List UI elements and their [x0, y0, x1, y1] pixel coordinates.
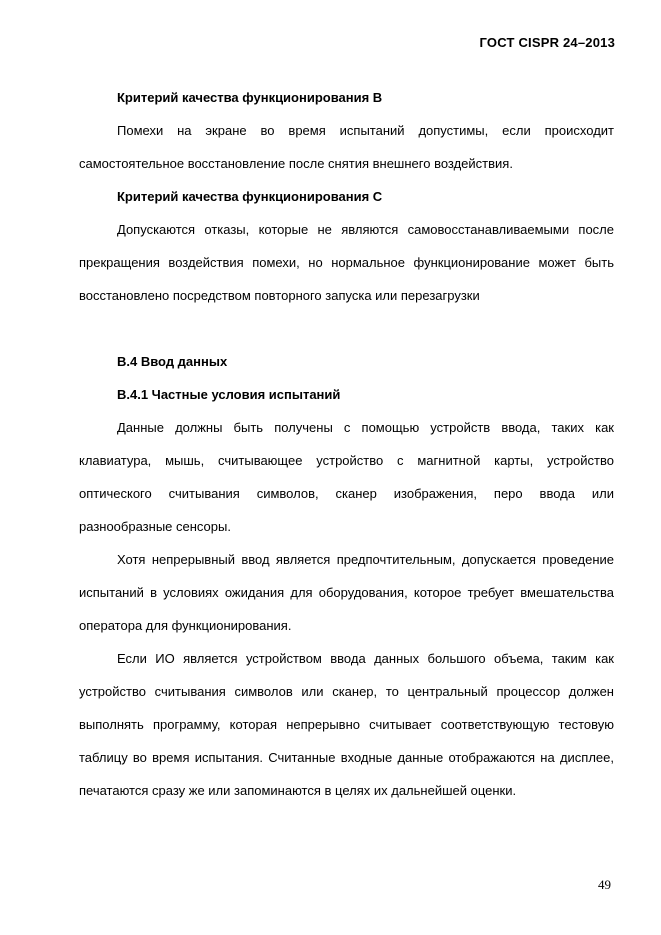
paragraph-input-devices: Данные должны быть получены с помощью устройств ввода, таких как клавиатура, мышь, считывающее устройство с магнитной карты, устройство оптического считывания символов, сканер изображения, перо ввода или разнообразные сенсоры.: [79, 420, 614, 534]
heading-criterion-c: Критерий качества функционирования С: [117, 189, 383, 204]
page-number: 49: [598, 877, 611, 892]
paragraph-continuous-input: Хотя непрерывный ввод является предпочтительным, допускается проведение испытаний в условиях ожидания для оборудования, которое требует вмешательства оператора для функционирования.: [79, 552, 614, 633]
heading-criterion-b: Критерий качества функционирования В: [117, 90, 383, 105]
page-content: [79, 81, 614, 807]
paragraph-criterion-b: Помехи на экране во время испытаний допустимы, если происходит самостоятельное восстановление после снятия внешнего воздействия.: [79, 123, 614, 171]
paragraph-bulk-input: Если ИО является устройством ввода данных большого объема, таким как устройство считывания символов или сканер, то центральный процессор должен выполнять программу, которая непрерывно считывает соответствующую тестовую таблицу во время испытания. Считанные входные данные отображаются на дисплее, печатаются сразу же или запоминаются в целях их дальнейшей оценки.: [79, 651, 614, 798]
paragraph-criterion-c: Допускаются отказы, которые не являются самовосстанавливаемыми после прекращения воздействия помехи, но нормальное функционирование может быть восстановлено посредством повторного запуска или перезагрузки: [79, 222, 614, 303]
document-code-header: ГОСТ CISPR 24–2013: [479, 35, 615, 50]
section-spacer: [79, 312, 614, 345]
heading-section-b4: В.4 Ввод данных: [117, 354, 228, 369]
heading-section-b41: В.4.1 Частные условия испытаний: [117, 387, 341, 402]
